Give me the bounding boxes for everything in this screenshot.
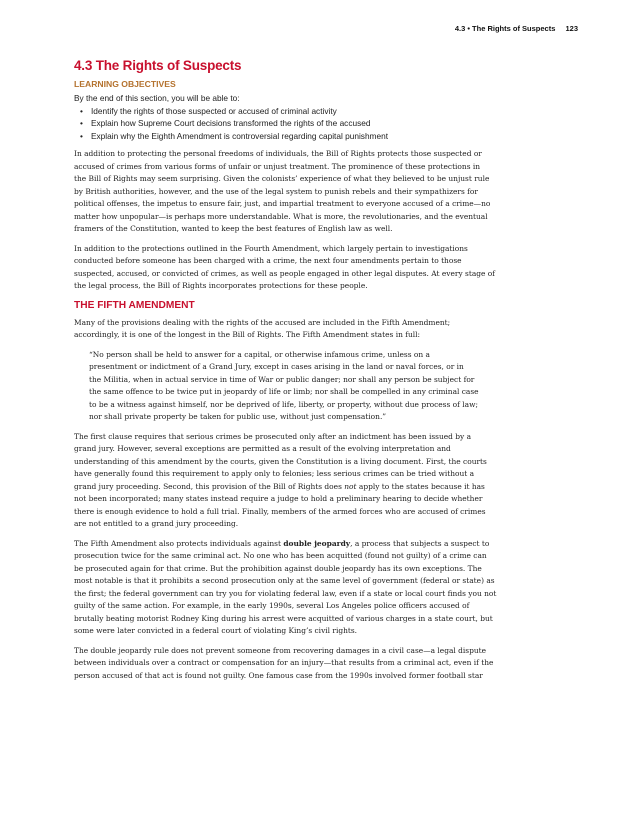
text-line (74, 481, 568, 494)
text-segment: The Fifth Amendment also protects individuals against (74, 538, 284, 548)
text-line: Many of the provisions dealing with the rights of the accused are included in the Fifth Amendment; (74, 317, 451, 327)
text-segment: , a process that subjects a suspect to (350, 538, 490, 548)
learning-objectives-heading: LEARNING OBJECTIVES (74, 79, 176, 89)
text-line: In addition to protecting the personal freedoms of individuals, the Bill of Rights protects those suspected or (74, 149, 482, 159)
paragraph-civil-case (74, 645, 568, 683)
paragraph-first-clause (74, 431, 568, 531)
paragraph-protections (74, 243, 568, 293)
list-item (74, 117, 568, 130)
text-line: guilty of the same action. For example, in the early 1990s, several Los Angeles police officers accused of (74, 601, 470, 611)
text-line: not been incorporated; many states instead require a judge to hold a preliminary hearing to decide whether (74, 494, 483, 504)
bullet-icon: • (80, 105, 83, 116)
text-line: are not entitled to a grand jury proceeding. (74, 519, 239, 529)
learning-objectives-intro: By the end of this section, you will be able to: (74, 93, 240, 103)
text-line: prosecution twice for the same criminal act. No one who has been acquitted (found not guilty) of a crime can (74, 551, 487, 561)
quote-line: “No person shall be held to answer for a capital, or otherwise infamous crime, unless on a (89, 349, 430, 359)
running-title: 4.3 • The Rights of Suspects (454, 24, 556, 33)
text-segment: apply to the states because it has (356, 481, 485, 491)
quote-line: nor shall private property be taken for public use, without just compensation.” (89, 412, 387, 422)
key-term-double-jeopardy: double jeopardy (283, 538, 351, 548)
section-title: 4.3 The Rights of Suspects (74, 58, 242, 73)
page-number: 123 (565, 24, 578, 33)
text-line: some were later convicted in a federal court of violating King’s civil rights. (74, 626, 358, 636)
fifth-amendment-quote (89, 349, 568, 424)
text-line: In addition to the protections outlined in the Fourth Amendment, which largely pertain to investigations (74, 243, 468, 253)
text-line: the legal process, the Bill of Rights incorporates protections for these people. (74, 281, 368, 291)
text-line: person accused of that act is found not guilty. One famous case from the 1990s involved former football star (74, 670, 483, 680)
list-item (74, 130, 568, 143)
text-line: brutally beating motorist Rodney King during his arrest were acquitted of various charges in a state court, but (74, 613, 493, 623)
quote-line: the Militia, when in actual service in time of War or public danger; nor shall any person be subject for (89, 374, 475, 384)
text-line: grand jury. However, several exceptions are permitted as a result of the evolving interpretation and (74, 444, 451, 454)
text-line: have generally found this requirement to apply only to felonies; less serious crimes can be tried without a (74, 469, 475, 479)
text-segment: grand jury proceeding. Second, this provision of the Bill of Rights does (74, 481, 345, 491)
bullet-icon: • (80, 118, 83, 129)
text-line: The double jeopardy rule does not prevent someone from recovering damages in a civil case—a legal dispute (74, 645, 487, 655)
text-line: understanding of this amendment by the courts, given the Constitution is a living document. First, the courts (74, 456, 487, 466)
objective-text: Explain why the Eighth Amendment is controversial regarding capital punishment (91, 130, 389, 141)
running-header (455, 24, 578, 33)
text-line: between individuals over a contract or compensation for an injury—that results from a criminal act, even if the (74, 658, 494, 668)
text-line: The first clause requires that serious crimes be prosecuted only after an indictment has been issued by a (74, 431, 472, 441)
list-item (74, 105, 568, 118)
paragraph-fifth-intro (74, 317, 568, 342)
bullet-icon: • (80, 130, 83, 141)
text-line: accused of crimes from various forms of unfair or unjust treatment. The prominence of these protections in (74, 161, 481, 171)
fifth-amendment-heading: THE FIFTH AMENDMENT (74, 299, 195, 311)
objective-text: Identify the rights of those suspected or accused of criminal activity (91, 105, 337, 116)
text-line: the Bill of Rights may seem surprising. Given the colonists’ experience of what they believed to be unjust rule (74, 174, 490, 184)
text-line: by British authorities, however, and the use of the legal system to punish rebels and their sympathizers for (74, 186, 478, 196)
quote-line: the same offence to be twice put in jeopardy of life or limb; nor shall be compelled in any criminal case (89, 387, 479, 397)
emphasis-not: not (344, 481, 357, 491)
quote-line: to be a witness against himself, nor be deprived of life, liberty, or property, without due process of law; (89, 399, 478, 409)
objective-text: Explain how Supreme Court decisions transformed the rights of the accused (91, 118, 371, 129)
paragraph-intro (74, 148, 568, 236)
page-content (74, 58, 568, 689)
text-line (74, 538, 568, 551)
text-line: there is enough evidence to hold a full trial. Finally, members of the armed forces who are accused of crimes (74, 506, 486, 516)
text-line: most notable is that it prohibits a second prosecution only at the same level of government (federal or state) as (74, 576, 495, 586)
learning-objectives-list (74, 105, 568, 143)
text-line: the first; the federal government can try you for violating federal law, even if a state or local court finds you not (74, 588, 497, 598)
text-line: suspected, accused, or convicted of crimes, as well as people engaged in other legal disputes. At every stage of (74, 268, 496, 278)
text-line: political offenses, the impetus to ensure fair, just, and impartial treatment to everyone accused of a crime—no (74, 199, 491, 209)
text-line: be prosecuted again for that crime. But the prohibition against double jeopardy has its own exceptions. The (74, 563, 482, 573)
text-line: matter how unpopular—is perhaps more understandable. What is more, the revolutionaries, and the eventual (74, 211, 488, 221)
text-line: accordingly, it is one of the longest in the Bill of Rights. The Fifth Amendment states in full: (74, 330, 421, 340)
paragraph-double-jeopardy (74, 538, 568, 638)
text-line: conducted before someone has been charged with a crime, the next four amendments pertain to those (74, 256, 462, 266)
quote-line: presentment or indictment of a Grand Jury, except in cases arising in the land or naval forces, or in (89, 362, 464, 372)
text-line: framers of the Constitution, wanted to keep the best features of English law as well. (74, 224, 393, 234)
